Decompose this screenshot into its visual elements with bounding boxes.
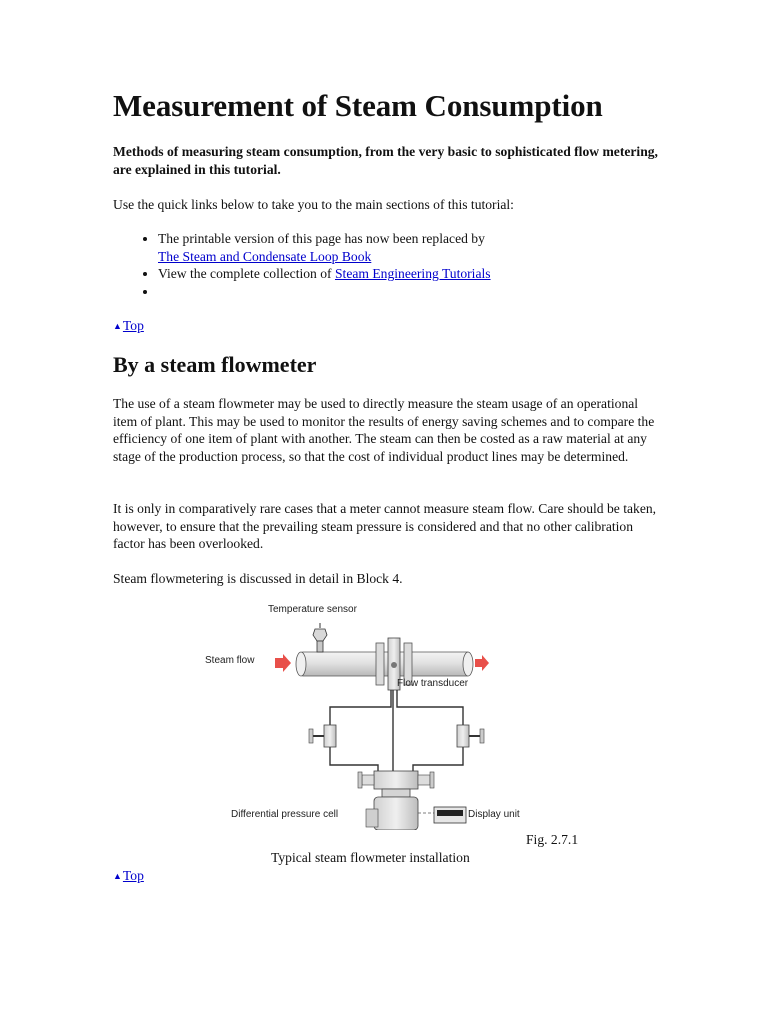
dp-cell-flange [382,789,410,797]
valve-manifold [374,771,418,789]
outlet-pipe-end [463,652,473,676]
left-valve [324,725,336,747]
up-arrow-icon: ▲ [113,871,122,881]
dp-cell-label: Differential pressure cell [231,809,339,820]
section-heading: By a steam flowmeter [113,352,317,377]
printable-version-text: The printable version of this page has now been replaced by [158,231,485,246]
loop-book-link[interactable]: The Steam and Condensate Loop Book [158,248,372,264]
list-item [158,230,491,265]
steam-flow-arrow [275,654,291,672]
flowmeter-diagram [205,604,538,830]
temperature-sensor-stem [317,641,323,652]
top-link-label: Top [122,318,144,333]
figure-caption: Typical steam flowmeter installation [271,850,470,865]
top-link-label: Top [122,868,144,883]
paragraph: Steam flowmetering is discussed in detail in Block 4. [113,571,403,586]
dp-cell-body [374,797,418,830]
outlet-flow-arrow [475,655,489,671]
temperature-sensor-head [313,629,327,641]
display-unit-label: Display unit [468,809,520,820]
quick-links-list [113,230,491,300]
flow-transducer-label: Flow transducer [397,678,469,689]
paragraph: The use of a steam flowmeter may be used to directly measure the steam usage of an operational item of plant. This may be used to monitor the results of energy saving schemes and to compare the efficiency of one item of plant with another. The steam can then be costed as a raw material at any stage of the production process, so that the cost of individual product lines may be determined. [113,396,655,464]
intro-text: Methods of measuring steam consumption, from the very basic to sophisticated flow metering, are explained in this tutorial. [113,144,658,177]
tutorials-link[interactable]: Steam Engineering Tutorials [334,266,491,281]
flange-left [376,643,384,685]
list-item-empty [158,283,491,301]
page-title: Measurement of Steam Consumption [113,88,603,123]
temperature-sensor-label: Temperature sensor [268,604,357,615]
quick-links-text: Use the quick links below to take you to the main sections of this tutorial: [113,197,514,212]
inlet-pipe-end [296,652,306,676]
flowmeter-drawing [238,605,538,830]
up-arrow-icon: ▲ [113,321,122,331]
top-link[interactable] [113,867,144,885]
paragraph: It is only in comparatively rare cases that a meter cannot measure steam flow. Care should be taken, however, to ensure that the prevailing steam pressure is considered and that no other calibration factor has been overlooked. [113,501,657,551]
collection-text: View the complete collection of [158,266,335,281]
steam-flow-label: Steam flow [205,655,255,666]
figure-number: Fig. 2.7.1 [526,832,579,847]
list-item [158,265,491,283]
top-link[interactable] [113,317,144,335]
right-valve [457,725,469,747]
